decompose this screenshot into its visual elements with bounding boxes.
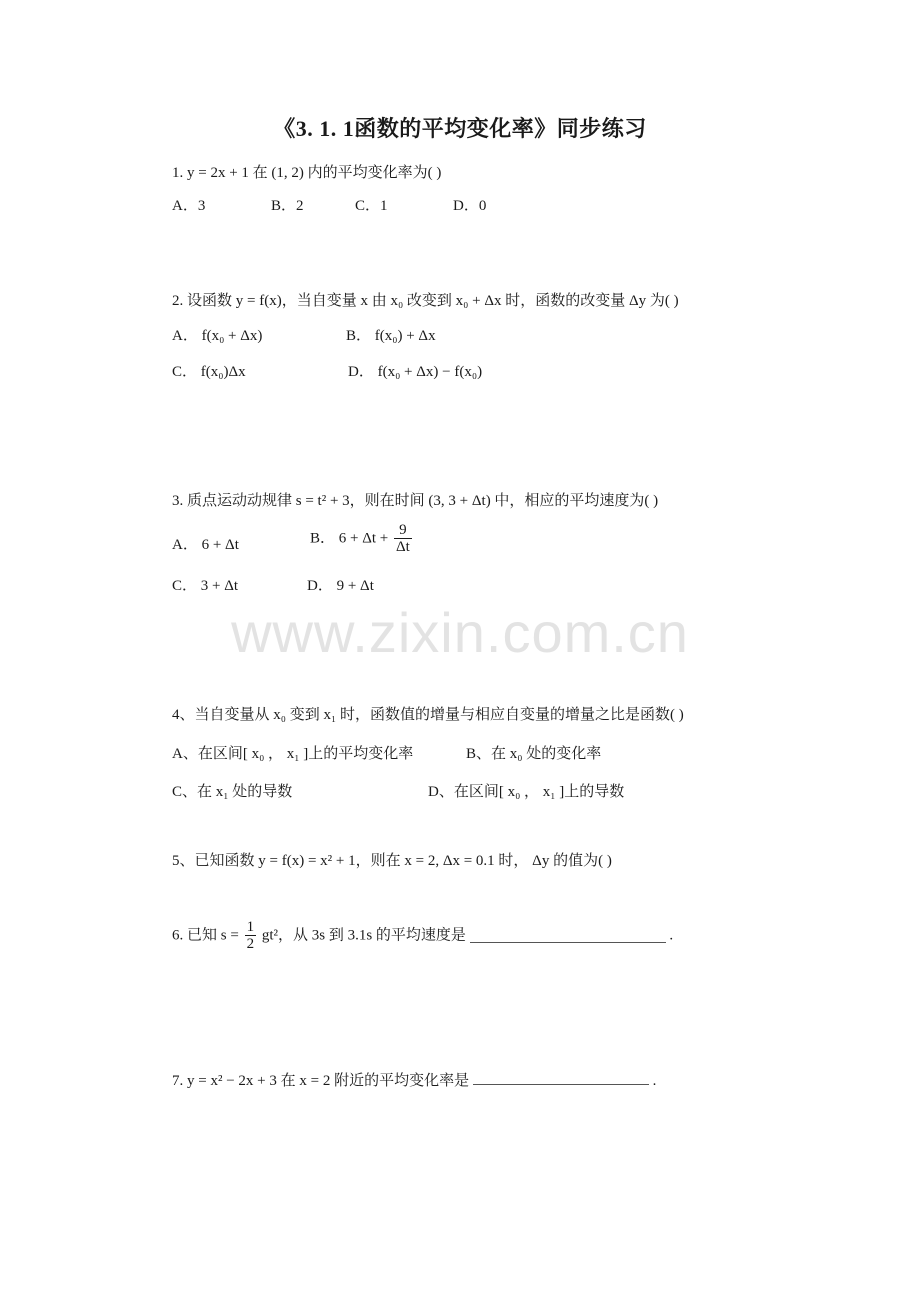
question-2-option-c: C． f(x₀)Δx [172, 364, 246, 380]
question-2-option-d: D． f(x₀ + Δx) − f(x₀) [348, 364, 483, 380]
answer-blank-6[interactable] [470, 928, 666, 943]
question-3-option-b-prefix: B． 6 + Δt + [310, 530, 389, 547]
page-title: 《3. 1. 1函数的平均变化率》同步练习 [273, 116, 647, 141]
question-1-stem: 1. y = 2x + 1 在 (1, 2) 内的平均变化率为( ) [172, 165, 442, 181]
fraction-numerator: 9 [394, 522, 412, 539]
fraction [394, 522, 412, 555]
question-6-middle: gt²，从 3s 到 3.1s 的平均速度是 [261, 927, 466, 944]
question-3-stem: 3. 质点运动动规律 s = t² + 3，则在时间 (3, 3 + Δt) 中，相应的平均速度为( ) [172, 493, 659, 509]
question-1-option-a: A．3 [172, 198, 206, 214]
fraction [245, 919, 257, 952]
question-6-stem [172, 919, 673, 952]
fraction-denominator: Δt [396, 539, 410, 555]
question-1-option-d: D．0 [453, 198, 487, 214]
question-4-option-b: B、在 x₀ 处的变化率 [466, 746, 602, 762]
question-7-text: 7. y = x² − 2x + 3 在 x = 2 附近的平均变化率是 [172, 1073, 470, 1089]
question-6-prefix: 6. 已知 s = [172, 927, 239, 944]
watermark: www.zixin.com.cn [231, 601, 689, 664]
question-3-option-a: A． 6 + Δt [172, 537, 239, 553]
question-2-option-b: B． f(x₀) + Δx [346, 328, 436, 344]
question-3-option-c: C． 3 + Δt [172, 578, 239, 594]
question-3-option-d: D． 9 + Δt [307, 578, 374, 594]
question-2-option-a: A． f(x₀ + Δx) [172, 328, 263, 344]
fraction-denominator: 2 [246, 936, 255, 952]
question-6-end: . [669, 927, 674, 944]
question-1-option-b: B．2 [271, 198, 304, 214]
question-4-option-d: D、在区间[ x₀ ， x₁ ]上的导数 [428, 784, 625, 800]
question-4-option-c: C、在 x₁ 处的导数 [172, 784, 293, 800]
question-2-stem: 2. 设函数 y = f(x)，当自变量 x 由 x₀ 改变到 x₀ + Δx 时，函数的改变量 Δy 为( ) [172, 293, 679, 309]
question-1-option-c: C．1 [355, 198, 388, 214]
question-4-stem: 4、当自变量从 x₀ 变到 x₁ 时，函数值的增量与相应自变量的增量之比是函数( ) [172, 707, 684, 723]
question-7-stem [172, 1070, 656, 1091]
question-7-end: . [652, 1073, 657, 1089]
question-3-option-b [310, 522, 414, 555]
question-4-option-a: A、在区间[ x₀ ， x₁ ]上的平均变化率 [172, 746, 414, 762]
question-5-stem: 5、已知函数 y = f(x) = x² + 1，则在 x = 2, Δx = 0.1 时， Δy 的值为( ) [172, 853, 612, 869]
answer-blank-7[interactable] [473, 1070, 649, 1085]
fraction-numerator: 1 [246, 919, 255, 935]
